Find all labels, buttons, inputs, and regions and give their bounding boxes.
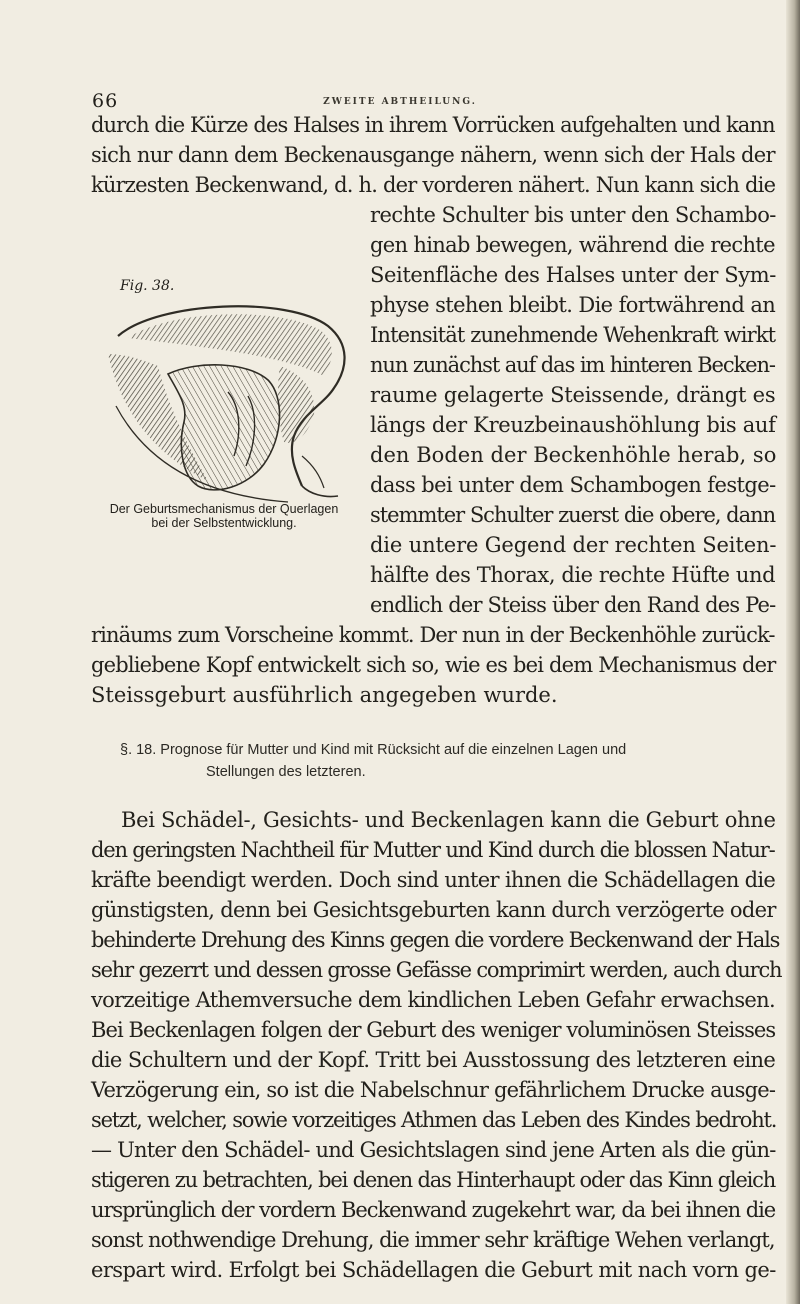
figure-caption: bei der Selbstentwicklung.	[151, 516, 297, 530]
section-heading: §. 18. Prognose für Mutter und Kind mit Rücksicht auf die einzelnen Lagen und	[120, 742, 627, 758]
text-line: ursprünglich der vordern Beckenwand zugekehrt war, da bei ihnen die	[91, 1198, 776, 1222]
text-line: Bei Beckenlagen folgen der Geburt des weniger voluminösen Steisses	[91, 1018, 776, 1042]
text-line: gen hinab bewegen, während die rechte	[370, 233, 775, 257]
text-line: durch die Kürze des Halses in ihrem Vorrücken aufgehalten und kann	[91, 113, 775, 137]
text-line: dass bei unter dem Schambogen festge-	[370, 473, 776, 497]
text-line: vorzeitige Athemversuche dem kindlichen Leben Gefahr erwachsen.	[91, 988, 775, 1012]
figure-label: Fig. 38.	[120, 278, 175, 294]
birth-canal-line	[302, 456, 324, 488]
text-line: Bei Schädel-, Gesichts- und Beckenlagen kann die Geburt ohne	[121, 808, 776, 832]
text-line: kürzesten Beckenwand, d. h. der vorderen nähert. Nun kann sich die	[91, 173, 776, 197]
text-line: rechte Schulter bis unter den Schambo-	[370, 203, 776, 227]
text-line: endlich der Steiss über den Rand des Pe-	[370, 593, 776, 617]
text-line: sonst nothwendige Drehung, die immer sehr kräftige Wehen verlangt,	[91, 1228, 775, 1252]
page-edge-shadow	[786, 0, 800, 1304]
running-head: ZWEITE ABTHEILUNG.	[323, 97, 477, 107]
text-line: die Schultern und der Kopf. Tritt bei Ausstossung des letzteren eine	[91, 1048, 776, 1072]
fetal-body	[168, 365, 280, 490]
birth-canal-line	[302, 486, 338, 497]
text-line: Steissgeburt ausführlich angegeben wurde.	[91, 683, 558, 707]
page-number: 66	[92, 90, 119, 112]
text-line: den Boden der Beckenhöhle herab, so	[370, 443, 777, 467]
text-line: günstigsten, denn bei Gesichtsgeburten kann durch verzögerte oder	[91, 898, 776, 922]
text-line: gebliebene Kopf entwickelt sich so, wie es bei dem Mechanismus der	[91, 653, 776, 677]
text-line: sehr gezerrt und dessen grosse Gefässe comprimirt werden, auch durch	[91, 958, 782, 982]
text-line: längs der Kreuzbeinaushöhlung bis auf	[370, 413, 776, 437]
text-line: stigeren zu betrachten, bei denen das Hinterhaupt oder das Kinn gleich	[91, 1168, 776, 1192]
text-line: nun zunächst auf das im hinteren Becken-	[370, 353, 775, 377]
text-line: Seitenfläche des Halses unter der Sym-	[370, 263, 776, 287]
figure-caption: Der Geburtsmechanismus der Querlagen	[109, 502, 339, 516]
text-line: — Unter den Schädel- und Gesichtslagen sind jene Arten als die gün-	[91, 1138, 776, 1162]
section-heading-continued: Stellungen des letzteren.	[206, 764, 366, 780]
text-line: die untere Gegend der rechten Seiten-	[370, 533, 777, 557]
text-line: behinderte Drehung des Kinns gegen die vordere Beckenwand der Hals	[91, 928, 780, 952]
text-line: den geringsten Nachtheil für Mutter und Kind durch die blossen Natur-	[91, 838, 775, 862]
text-line: hälfte des Thorax, die rechte Hüfte und	[370, 563, 776, 587]
text-line: sich nur dann dem Beckenausgange nähern, wenn sich der Hals der	[91, 143, 775, 167]
text-line: setzt, welcher, sowie vorzeitiges Athmen das Leben des Kindes bedroht.	[91, 1108, 777, 1132]
text-line: erspart wird. Erfolgt bei Schädellagen die Geburt mit nach vorn ge-	[91, 1258, 776, 1282]
text-line: rinäums zum Vorscheine kommt. Der nun in der Beckenhöhle zurück-	[91, 623, 775, 647]
text-line: Verzögerung ein, so ist die Nabelschnur gefährlichem Drucke ausge-	[91, 1078, 776, 1102]
text-line: stemmter Schulter zuerst die obere, dann	[370, 503, 776, 527]
text-line: raume gelagerte Steissende, drängt es	[370, 383, 776, 407]
text-line: physe stehen bleibt. Die fortwährend an	[370, 293, 776, 317]
text-line: kräfte beendigt werden. Doch sind unter ihnen die Schädellagen die	[91, 868, 776, 892]
text-line: Intensität zunehmende Wehenkraft wirkt	[370, 323, 776, 347]
figure-illustration	[88, 296, 368, 506]
pubic-bone	[278, 366, 314, 443]
